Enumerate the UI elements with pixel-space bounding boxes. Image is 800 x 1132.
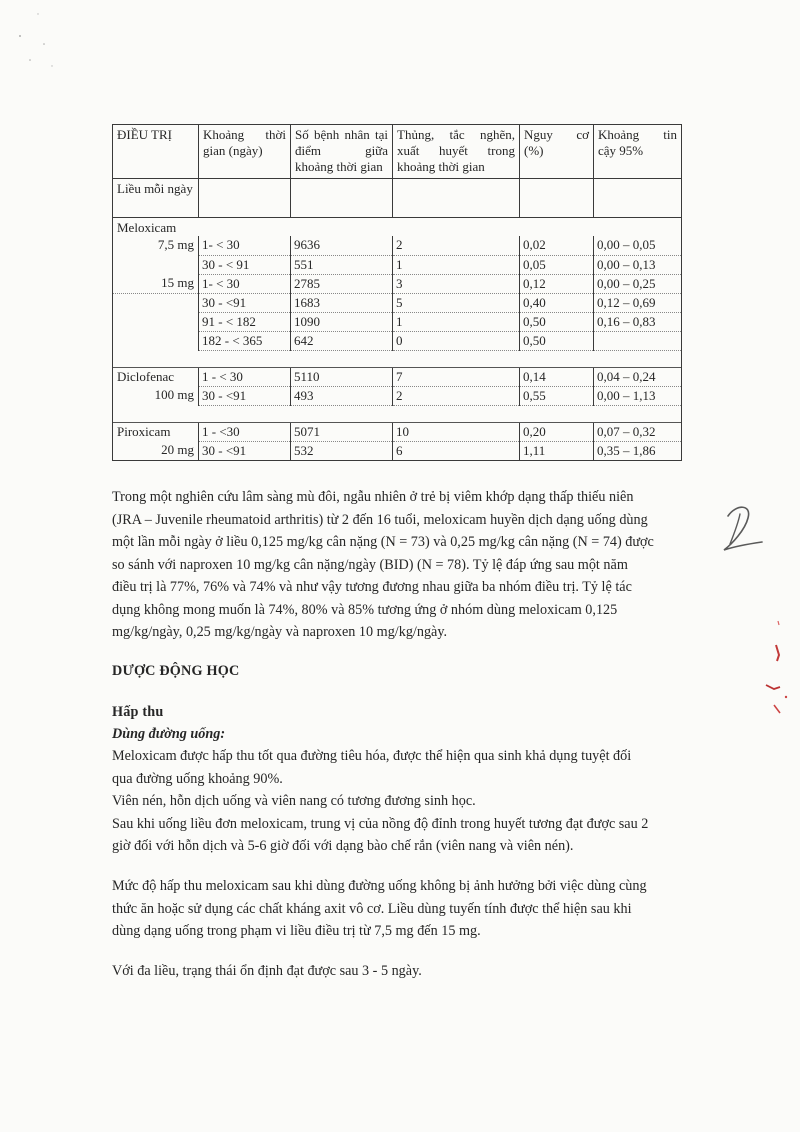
stamp-edge-marks [756,615,800,725]
text-line: Sau khi uống liều đơn meloxicam, trung vị của nồng độ đỉnh trong huyết tương đạt được sau 2 [112,815,649,832]
dose-cell [113,293,199,312]
patients-cell: 551 [291,255,393,274]
ci-cell: 0,00 – 0,05 [594,236,682,255]
ci-cell [594,331,682,350]
interval-cell: 1 - <30 [199,422,291,441]
table-row [113,274,682,293]
daily-dose-label: Liều mỗi ngày [113,179,199,218]
patients-cell: 532 [291,441,393,460]
subsection-heading-absorption: Hấp thu [112,704,164,720]
interval-cell: 182 - < 365 [199,331,291,350]
header-ci: Khoảng tin cậy 95% [594,125,682,179]
text-line: điều trị là 77%, 76% và 74% và như vậy tương đương nhau giữa ba nhóm điều trị. Tỷ lệ tác [112,579,632,595]
interval-cell: 30 - <91 [199,441,291,460]
ci-cell: 0,12 – 0,69 [594,293,682,312]
risk-cell: 0,05 [520,255,594,274]
ci-cell: 0,07 – 0,32 [594,422,682,441]
patients-cell: 2785 [291,274,393,293]
dose-cell: 20 mg [113,441,199,460]
events-cell: 10 [393,422,520,441]
table-row [113,422,682,441]
risk-cell: 0,12 [520,274,594,293]
drug-name-meloxicam: Meloxicam [113,218,199,237]
table-row [113,331,682,350]
steady-state-paragraph [112,960,694,983]
patients-cell: 1683 [291,293,393,312]
events-cell: 2 [393,386,520,405]
risk-cell: 1,11 [520,441,594,460]
table-row [113,441,682,460]
text-line: Với đa liều, trạng thái ổn định đạt được sau 3 - 5 ngày. [112,963,422,979]
header-patients: Số bệnh nhân tại điểm giữa khoảng thời gian [291,125,393,179]
risk-table [112,124,682,461]
section-heading-pharmacokinetics: DƯỢC ĐỘNG HỌC [112,663,240,679]
risk-cell: 0,14 [520,367,594,386]
header-events: Thủng, tắc nghẽn, xuất huyết trong khoảng thời gian [393,125,520,179]
text-line: qua đường uống khoảng 90%. [112,770,283,787]
dose-group-row [113,179,682,218]
text-line: Viên nén, hỗn dịch uống và viên nang có tương đương sinh học. [112,793,476,809]
drug-name-diclofenac: Diclofenac [113,367,199,386]
table-row [113,367,682,386]
patients-cell: 493 [291,386,393,405]
dose-cell [113,331,199,350]
patients-cell: 1090 [291,312,393,331]
patients-cell: 5110 [291,367,393,386]
text-line: dùng dạng uống trong phạm vi liều điều trị từ 7,5 mg đến 15 mg. [112,923,481,939]
interval-cell: 1 - < 30 [199,367,291,386]
text-line: so sánh với naproxen 10 mg/kg cân nặng/ngày (BID) (N = 78). Tỷ lệ đáp ứng sau một năm [112,556,628,573]
events-cell: 3 [393,274,520,293]
ci-cell: 0,00 – 1,13 [594,386,682,405]
route-heading-oral: Dùng đường uống: [112,726,226,742]
risk-cell: 0,50 [520,331,594,350]
ci-cell: 0,00 – 0,13 [594,255,682,274]
risk-cell: 0,40 [520,293,594,312]
patients-cell: 5071 [291,422,393,441]
table-row [113,236,682,255]
risk-cell: 0,55 [520,386,594,405]
interval-cell: 30 - <91 [199,293,291,312]
dose-cell [113,255,199,274]
header-risk: Nguy cơ (%) [520,125,594,179]
events-cell: 2 [393,236,520,255]
drug-name-piroxicam: Piroxicam [113,422,199,441]
text-line: giờ đối với hỗn dịch và 5-6 giờ đối với dạng bào chế rắn (viên nang và viên nén). [112,838,574,854]
table-row [113,255,682,274]
food-effect-paragraph [112,875,694,943]
interval-cell: 1- < 30 [199,236,291,255]
dose-cell: 100 mg [113,386,199,405]
interval-cell: 30 - < 91 [199,255,291,274]
table-row [113,386,682,405]
header-treatment: ĐIỀU TRỊ [113,125,199,179]
events-cell: 1 [393,255,520,274]
drug-name-row [113,218,682,237]
table-header-row [113,125,682,179]
events-cell: 0 [393,331,520,350]
text-line: dụng không mong muốn là 74%, 80% và 85% tương ứng ở nhóm dùng meloxicam 0,125 [112,601,618,618]
events-cell: 1 [393,312,520,331]
table-row [113,293,682,312]
dose-cell: 7,5 mg [113,236,199,255]
text-line: Mức độ hấp thu meloxicam sau khi dùng đường uống không bị ảnh hưởng bởi việc dùng cùng [112,878,647,894]
text-line: Meloxicam được hấp thu tốt qua đường tiêu hóa, được thể hiện qua sinh khả dụng tuyệt đối [112,748,632,764]
ci-cell: 0,00 – 0,25 [594,274,682,293]
events-cell: 6 [393,441,520,460]
text-line: một lần mỗi ngày ở liều 0,125 mg/kg cân nặng (N = 73) và 0,25 mg/kg cân nặng (N = 74) được [112,534,654,550]
text-line: thức ăn hoặc sử dụng các chất kháng axit vô cơ. Liều dùng tuyến tính được thể hiện sau khi [112,900,632,917]
text-line: mg/kg/ngày, 0,25 mg/kg/ngày và naproxen 10 mg/kg/ngày. [112,624,448,640]
dose-cell [113,312,199,331]
risk-cell: 0,50 [520,312,594,331]
events-cell: 5 [393,293,520,312]
risk-cell: 0,20 [520,422,594,441]
text-line: (JRA – Juvenile rheumatoid arthritis) từ 2 đến 16 tuổi, meloxicam huyền dịch dạng uống dùng [112,511,648,528]
ci-cell: 0,16 – 0,83 [594,312,682,331]
interval-cell: 91 - < 182 [199,312,291,331]
interval-cell: 1- < 30 [199,274,291,293]
scan-specks-decoration [0,0,90,90]
patients-cell: 9636 [291,236,393,255]
header-interval: Khoảng thời gian (ngày) [199,125,291,179]
dose-cell: 15 mg [113,274,199,293]
jra-study-paragraph [112,486,694,644]
risk-cell: 0,02 [520,236,594,255]
text-line: Trong một nghiên cứu lâm sàng mù đôi, ngẫu nhiên ở trẻ bị viêm khớp dạng thấp thiếu niên [112,489,634,505]
absorption-paragraph [112,745,694,858]
handwritten-signature-mark [718,500,768,560]
table-row [113,312,682,331]
ci-cell: 0,04 – 0,24 [594,367,682,386]
ci-cell: 0,35 – 1,86 [594,441,682,460]
patients-cell: 642 [291,331,393,350]
events-cell: 7 [393,367,520,386]
interval-cell: 30 - <91 [199,386,291,405]
